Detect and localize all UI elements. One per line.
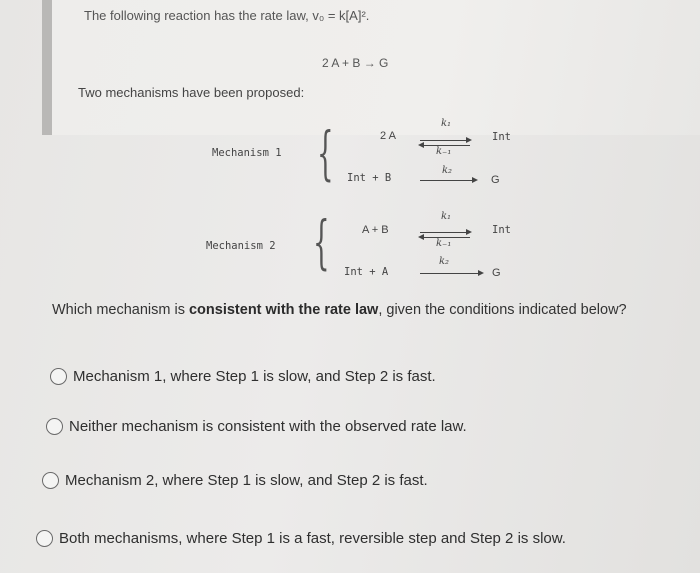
answer-option-4[interactable]: [36, 530, 566, 547]
forward-arrow-icon: [420, 140, 470, 141]
step1-reactants: 2 A: [380, 130, 396, 142]
radio-button-icon[interactable]: [50, 368, 67, 385]
step1-forward-rate-constant: k₁: [441, 211, 452, 222]
step2-reactants: Int + A: [344, 266, 389, 278]
answer-option-3[interactable]: [42, 472, 428, 489]
step2-rate-constant: k₂: [442, 165, 453, 176]
step2-rate-constant: k₂: [439, 256, 450, 267]
step2-reactants: Int + B: [347, 172, 392, 184]
radio-button-icon[interactable]: [46, 418, 63, 435]
brace-icon: {: [313, 208, 330, 276]
step1-reverse-rate-constant: k₋₁: [436, 238, 452, 249]
radio-button-icon[interactable]: [36, 530, 53, 547]
prompt-emphasis: consistent with the rate law: [188, 302, 379, 318]
prompt-text: Which mechanism is: [52, 302, 189, 318]
step1-reactants: A + B: [362, 224, 389, 236]
brace-icon: {: [317, 119, 334, 187]
question-intro: The following reaction has the rate law, v₀ = k[A]².: [84, 8, 370, 23]
option-label: Both mechanisms, where Step 1 is a fast, reversible step and Step 2 is slow.: [59, 530, 566, 547]
step2-products: G: [491, 174, 500, 186]
question-accent-bar: [42, 0, 52, 135]
step1-forward-rate-constant: k₁: [441, 118, 452, 129]
answer-option-1[interactable]: [50, 368, 436, 385]
answer-option-2[interactable]: [46, 418, 467, 435]
step2-products: G: [492, 267, 501, 279]
option-label: Mechanism 2, where Step 1 is slow, and Step 2 is fast.: [65, 472, 428, 489]
forward-arrow-icon: [420, 232, 470, 233]
forward-arrow-icon: [420, 180, 476, 181]
overall-reaction: 2 A + B → G: [322, 56, 389, 70]
step1-products: Int: [492, 224, 511, 236]
option-label: Neither mechanism is consistent with the observed rate law.: [69, 418, 467, 435]
mechanism-label: Mechanism 2: [206, 240, 276, 252]
step1-reverse-rate-constant: k₋₁: [436, 146, 452, 157]
question-prompt: [52, 302, 672, 319]
mechanisms-intro: Two mechanisms have been proposed:: [78, 85, 305, 100]
mechanism-label: Mechanism 1: [212, 147, 282, 159]
step1-products: Int: [492, 131, 511, 143]
radio-button-icon[interactable]: [42, 472, 59, 489]
prompt-text: , given the conditions indicated below?: [378, 302, 627, 318]
option-label: Mechanism 1, where Step 1 is slow, and Step 2 is fast.: [73, 368, 436, 385]
forward-arrow-icon: [420, 273, 482, 274]
